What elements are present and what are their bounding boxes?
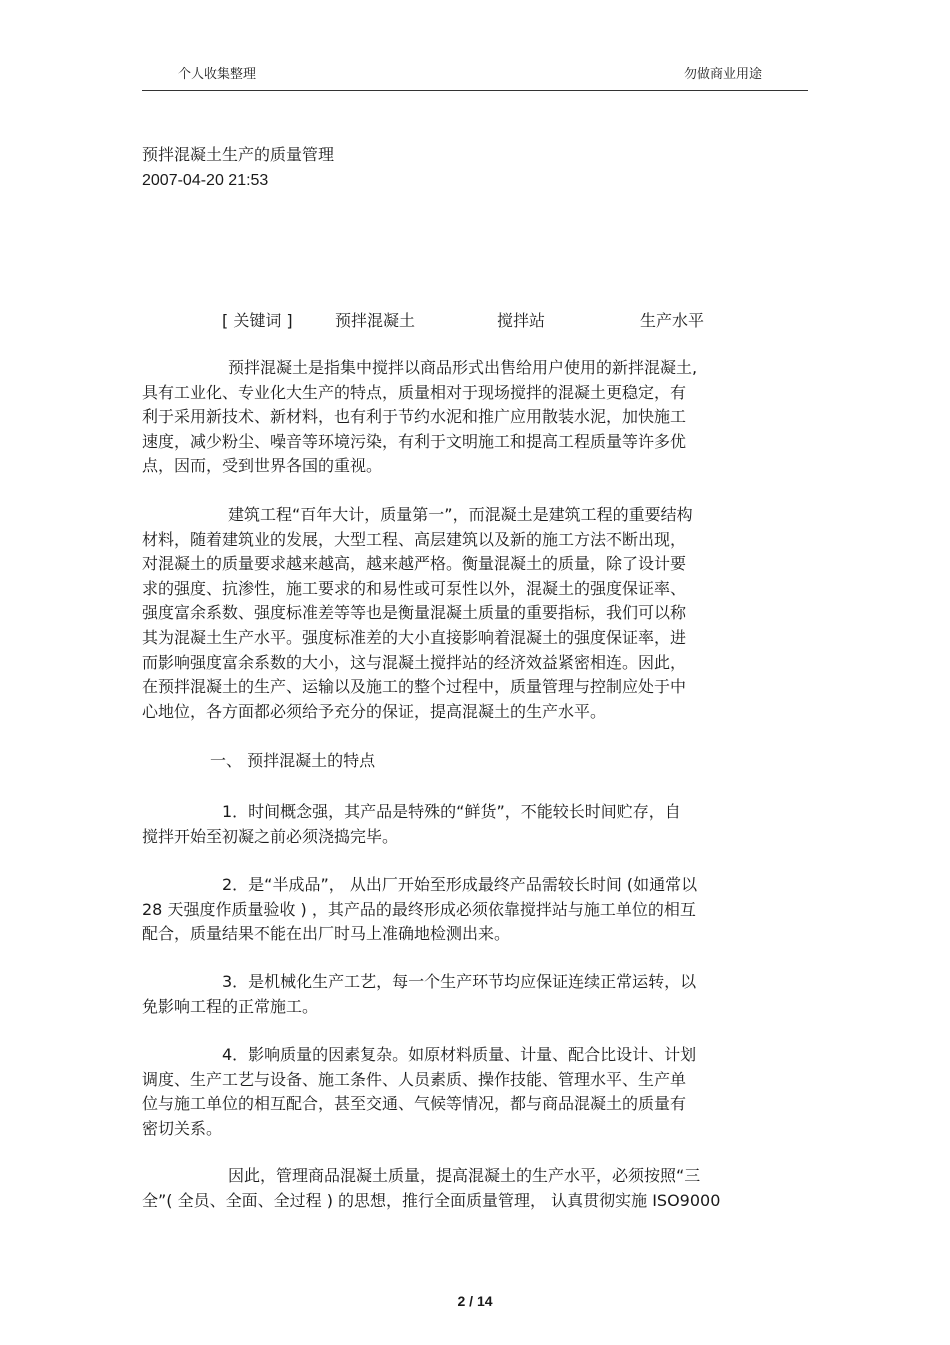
- list-item: [142, 970, 802, 1019]
- paragraph-line: 4．影响质量的因素复杂。如原材料质量、计量、配合比设计、计划: [222, 1045, 697, 1064]
- paragraph-line: 利于采用新技术、新材料，也有利于节约水泥和推广应用散装水泥，加快施工: [142, 407, 687, 427]
- paragraph-conclusion: [142, 1164, 802, 1213]
- page-number: 2 / 14: [457, 1293, 493, 1309]
- paragraph-line: 位与施工单位的相互配合，甚至交通、气候等情况，都与商品混凝土的质量有: [142, 1094, 687, 1114]
- paragraph-line: 2．是“半成品”， 从出厂开始至形成最终产品需较长时间 (如通常以: [222, 875, 698, 894]
- keyword: 生产水平: [640, 311, 705, 330]
- paragraph-line: 因此，管理商品混凝土质量，提高混凝土的生产水平，必须按照“三: [228, 1166, 701, 1185]
- list-item: [142, 800, 802, 849]
- paragraph-line: 对混凝土的质量要求越来越高，越来越严格。衡量混凝土的质量，除了设计要: [142, 554, 687, 574]
- article-title: 预拌混凝土生产的质量管理: [142, 145, 335, 164]
- keyword: 搅拌站: [497, 311, 546, 330]
- paragraph-line: 在预拌混凝土的生产、运输以及施工的整个过程中，质量管理与控制应处于中: [142, 677, 687, 697]
- keywords-label: [ 关键词 ]: [222, 311, 293, 330]
- paragraph-quality: [142, 503, 802, 724]
- paragraph-line: 免影响工程的正常施工。: [142, 996, 319, 1016]
- paragraph-line: 心地位，各方面都必须给予充分的保证，提高混凝土的生产水平。: [142, 701, 607, 721]
- paragraph-intro: [142, 356, 802, 479]
- paragraph-line: 3．是机械化生产工艺，每一个生产环节均应保证连续正常运转，以: [222, 972, 697, 991]
- paragraph-line: 其为混凝土生产水平。强度标准差的大小直接影响着混凝土的强度保证率，进: [142, 627, 687, 647]
- header-left-note: 个人收集整理: [178, 67, 257, 82]
- list-item: [142, 873, 802, 947]
- article-date: 2007-04-20 21:53: [142, 172, 269, 189]
- keyword: 预拌混凝土: [335, 311, 416, 330]
- paragraph-line: 具有工业化、专业化大生产的特点，质量相对于现场搅拌的混凝土更稳定，有: [142, 382, 687, 402]
- paragraph-line: 配合，质量结果不能在出厂时马上准确地检测出来。: [142, 924, 511, 944]
- paragraph-line: 而影响强度富余系数的大小，这与混凝土搅拌站的经济效益紧密相连。因此，: [142, 652, 687, 672]
- header-divider: [142, 90, 808, 91]
- paragraph-line: 点，因而，受到世界各国的重视。: [142, 456, 383, 476]
- list-item: [142, 1043, 802, 1141]
- paragraph-line: 密切关系。: [142, 1118, 223, 1138]
- section-heading: 一、 预拌混凝土的特点: [210, 751, 376, 770]
- paragraph-line: 搅拌开始至初凝之前必须浇捣完毕。: [142, 826, 399, 846]
- paragraph-line: 求的强度、抗渗性，施工要求的和易性或可泵性以外，混凝土的强度保证率、: [142, 578, 687, 598]
- paragraph-line: 全”( 全员、全面、全过程 ) 的思想，推行全面质量管理， 认真贯彻实施 ISO9000: [142, 1190, 721, 1210]
- paragraph-line: 材料，随着建筑业的发展，大型工程、高层建筑以及新的施工方法不断出现，: [142, 529, 687, 549]
- paragraph-line: 28 天强度作质量验收 ) ，其产品的最终形成必须依靠搅拌站与施工单位的相互: [142, 899, 696, 919]
- paragraph-line: 速度，减少粉尘、噪音等环境污染，有利于文明施工和提高工程质量等许多优: [142, 431, 687, 451]
- header-right-note: 勿做商业用途: [684, 67, 763, 82]
- paragraph-line: 预拌混凝土是指集中搅拌以商品形式出售给用户使用的新拌混凝土,: [228, 358, 698, 377]
- paragraph-line: 调度、生产工艺与设备、施工条件、人员素质、操作技能、管理水平、生产单: [142, 1069, 687, 1089]
- paragraph-line: 建筑工程“百年大计，质量第一”，而混凝土是建筑工程的重要结构: [228, 505, 693, 524]
- paragraph-line: 强度富余系数、强度标准差等等也是衡量混凝土质量的重要指标，我们可以称: [142, 603, 687, 623]
- paragraph-line: 1．时间概念强，其产品是特殊的“鲜货”，不能较长时间贮存，自: [222, 802, 681, 821]
